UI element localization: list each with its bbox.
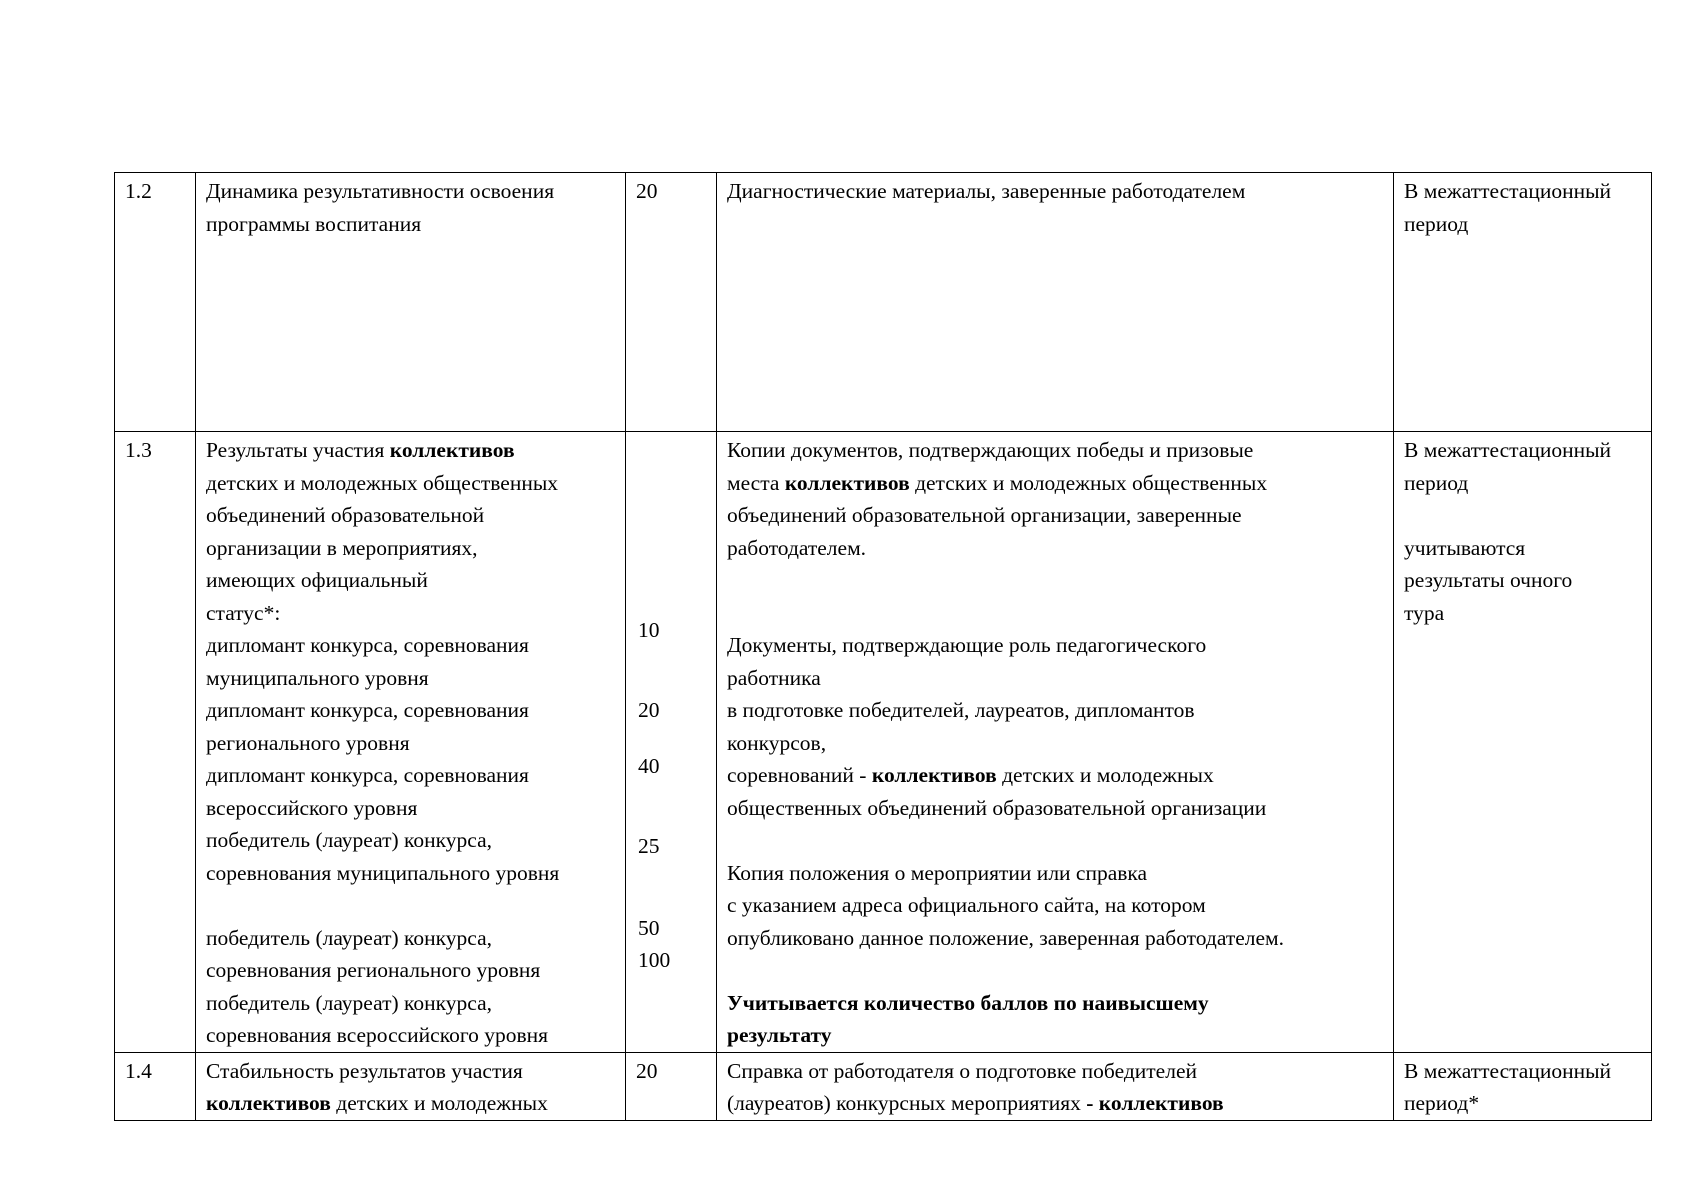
documents-text: работодателем.: [727, 535, 867, 560]
points-cell: [626, 1052, 717, 1120]
criterion-text: детских и молодежных общественных: [206, 470, 559, 495]
documents-note: [727, 987, 1384, 1020]
criterion-text: [206, 1087, 616, 1120]
documents-cell: [717, 173, 1394, 432]
spacer: [727, 824, 1384, 857]
criterion-text: победитель (лауреат) конкурса,: [206, 925, 492, 950]
criterion-text: дипломант конкурса, соревнования: [206, 633, 529, 657]
criterion-text: [206, 434, 616, 467]
documents-text-part: детских и молодежных: [996, 763, 1214, 787]
row-number: 1.2: [125, 179, 152, 203]
criterion-text: муниципального уровня: [206, 665, 429, 690]
points-value: 20: [636, 1058, 658, 1083]
points-value: 20: [636, 179, 658, 203]
documents-text: [727, 1087, 1384, 1120]
documents-cell: [717, 432, 1394, 1053]
documents-bold-text: результату: [727, 1023, 832, 1047]
criterion-text: Стабильность результатов участия: [206, 1058, 523, 1083]
criterion-text: соревнования муниципального уровня: [206, 860, 560, 885]
documents-text: работника: [727, 665, 821, 690]
points-value: 25: [638, 834, 660, 858]
period-text: период*: [1404, 1091, 1480, 1115]
documents-cell: [717, 1052, 1394, 1120]
points-value: 100: [638, 948, 671, 972]
table-row: [115, 432, 1652, 1053]
points-list: [638, 434, 707, 1034]
spacer: [1404, 499, 1642, 532]
points-value: 40: [638, 754, 660, 778]
table-row: [115, 1052, 1652, 1120]
documents-text: [727, 467, 1384, 500]
spacer: [727, 564, 1384, 597]
criterion-text: имеющих официальный: [206, 568, 428, 592]
points-value: 50: [638, 916, 660, 940]
row-number: 1.3: [125, 438, 152, 462]
period-text: В межаттестационный: [1404, 1058, 1612, 1083]
criterion-cell: [196, 432, 626, 1053]
criterion-text-part: детских и молодежных: [330, 1091, 548, 1115]
criterion-text: дипломант конкурса, соревнования: [206, 763, 529, 787]
criterion-text: Динамика результативности освоения: [206, 179, 555, 203]
period-text: тура: [1404, 600, 1445, 625]
row-number: 1.4: [125, 1058, 152, 1083]
documents-text: Документы, подтверждающие роль педагогического: [727, 633, 1207, 657]
documents-text: опубликовано данное положение, заверенная работодателем.: [727, 925, 1285, 950]
documents-text: Справка от работодателя о подготовке победителей: [727, 1058, 1197, 1083]
documents-text: объединений образовательной организации, заверенные: [727, 503, 1242, 527]
documents-note: [727, 1019, 1384, 1052]
criterion-text: объединений образовательной: [206, 503, 485, 527]
documents-text: Диагностические материалы, заверенные работодателем: [727, 179, 1246, 203]
points-value: 10: [638, 618, 660, 642]
documents-text: в подготовке победителей, лауреатов, дипломантов: [727, 698, 1195, 722]
period-text: учитываются: [1404, 535, 1526, 560]
criterion-text-part: Результаты участия: [206, 438, 390, 462]
criterion-text: победитель (лауреат) конкурса,: [206, 990, 492, 1015]
documents-text-part: (лауреатов) конкурсных мероприятиях: [727, 1091, 1087, 1115]
period-text: В межаттестационный: [1404, 438, 1612, 462]
documents-bold-text: - коллективов: [1086, 1091, 1224, 1115]
criterion-cell: [196, 173, 626, 432]
criterion-text: соревнования регионального уровня: [206, 958, 541, 982]
criterion-text: регионального уровня: [206, 730, 410, 755]
points-value: 20: [638, 698, 660, 722]
criteria-table: [114, 172, 1652, 1121]
documents-bold-text: Учитывается количество баллов по наивысшему: [727, 990, 1209, 1015]
criterion-text: программы воспитания: [206, 211, 422, 236]
documents-bold-text: коллективов: [784, 470, 910, 495]
documents-text: общественных объединений образовательной организации: [727, 795, 1267, 820]
row-number-cell: [115, 1052, 196, 1120]
period-text: результаты очного: [1404, 568, 1573, 592]
documents-text-part: места: [727, 470, 785, 495]
period-cell: [1394, 1052, 1652, 1120]
row-number-cell: [115, 432, 196, 1053]
criterion-text: соревнования всероссийского уровня: [206, 1023, 549, 1047]
criterion-text: дипломант конкурса, соревнования: [206, 698, 529, 722]
spacer: [206, 889, 616, 922]
criterion-text: победитель (лауреат) конкурса,: [206, 828, 492, 852]
spacer: [727, 597, 1384, 630]
documents-text: Копия положения о мероприятии или справка: [727, 860, 1148, 885]
documents-text: [727, 759, 1384, 792]
period-cell: [1394, 173, 1652, 432]
documents-text-part: соревнований -: [727, 763, 872, 787]
table-row: [115, 173, 1652, 432]
criterion-text: статус*:: [206, 600, 281, 625]
period-text: период: [1404, 470, 1469, 495]
points-cell: [626, 173, 717, 432]
row-number-cell: [115, 173, 196, 432]
period-cell: [1394, 432, 1652, 1053]
documents-text: конкурсов,: [727, 730, 827, 755]
spacer: [727, 954, 1384, 987]
documents-text: с указанием адреса официального сайта, на котором: [727, 893, 1206, 917]
criterion-bold-text: коллективов: [206, 1091, 331, 1115]
period-text: период: [1404, 211, 1469, 236]
criterion-text: организации в мероприятиях,: [206, 535, 478, 560]
documents-text: Копии документов, подтверждающих победы и призовые: [727, 438, 1254, 462]
points-cell: [626, 432, 717, 1053]
criterion-text: всероссийского уровня: [206, 795, 418, 820]
criterion-bold-text: коллективов: [389, 438, 515, 462]
documents-bold-text: коллективов: [871, 763, 997, 787]
criterion-cell: [196, 1052, 626, 1120]
period-text: В межаттестационный: [1404, 179, 1612, 203]
documents-text-part: детских и молодежных общественных: [909, 470, 1268, 495]
